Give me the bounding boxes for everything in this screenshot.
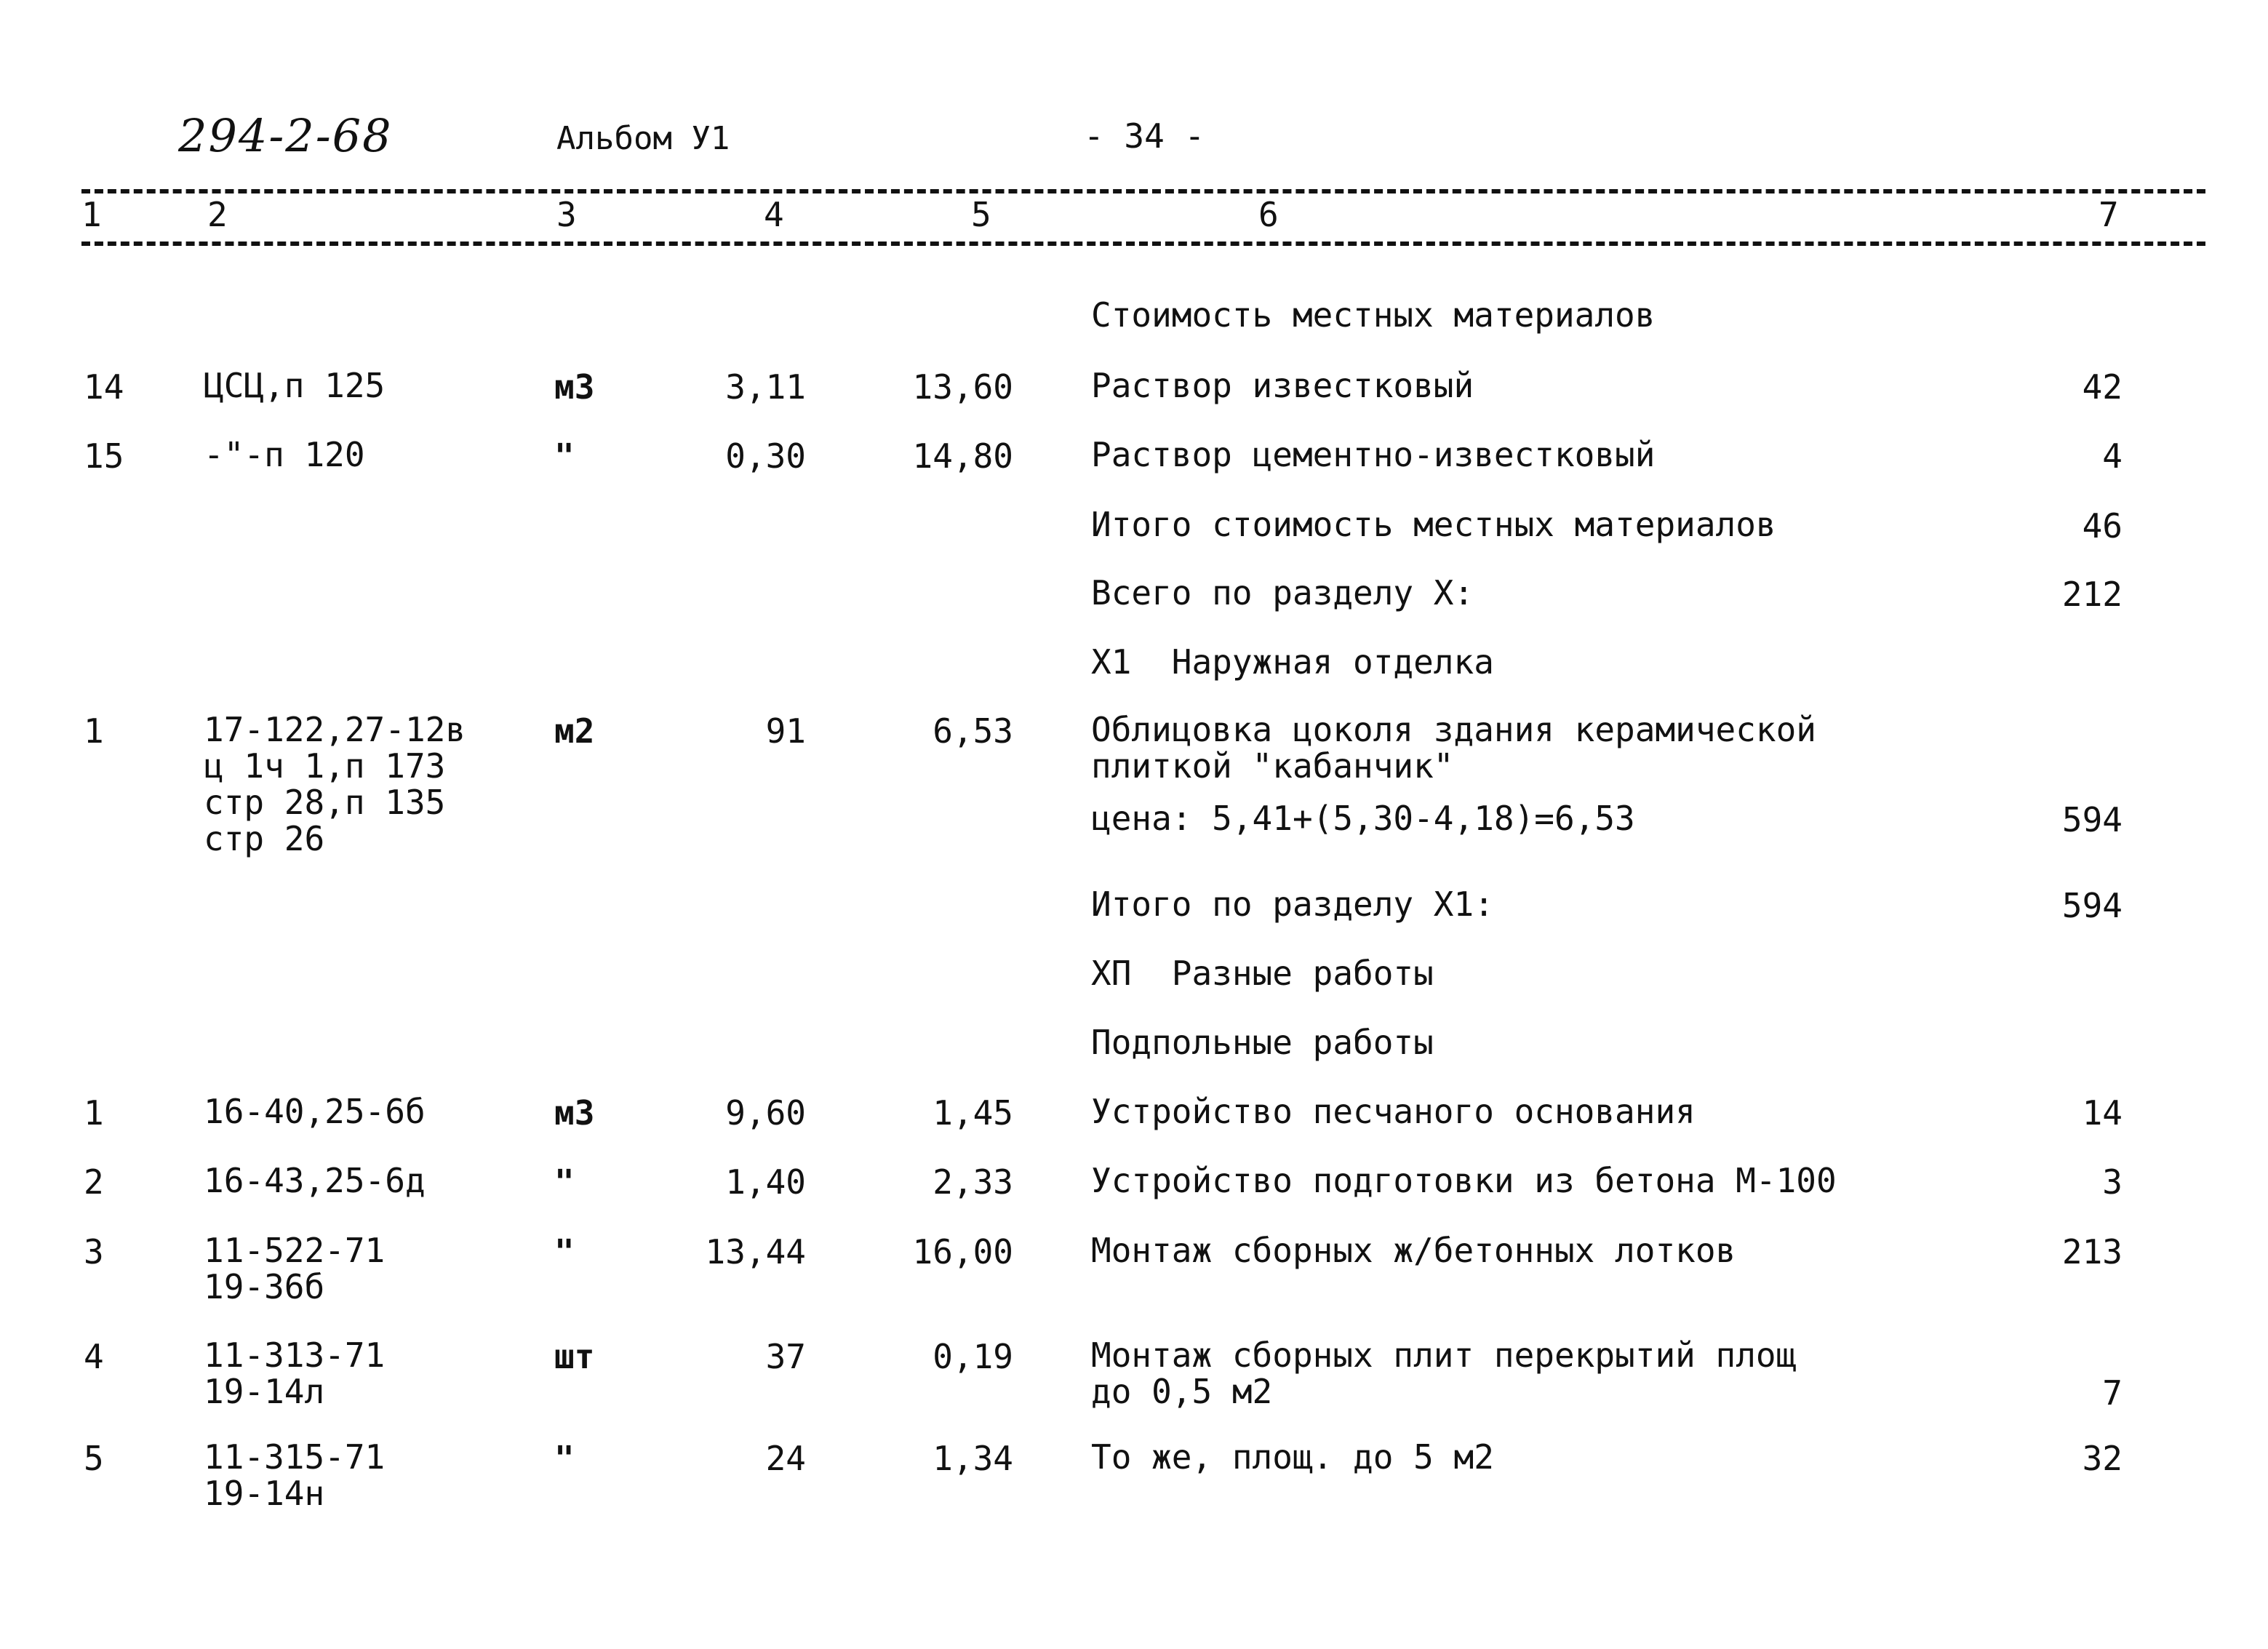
row-reference: 11-313-71 19-14л: [204, 1335, 386, 1411]
row-unit-price: 13,60: [912, 367, 1013, 407]
row-quantity: 13,44: [705, 1232, 806, 1271]
row-reference: 17-122,27-12в ц 1ч 1,п 173 стр 28,п 135 стр 26: [204, 710, 466, 858]
row-reference: -"-п 120: [204, 435, 365, 474]
document-code: 294-2-68: [178, 109, 393, 162]
row-unit-price: 16,00: [912, 1232, 1013, 1271]
row-quantity: 24: [765, 1439, 806, 1478]
row-unit-price: 0,19: [933, 1337, 1013, 1376]
row-total: 14: [2082, 1093, 2123, 1133]
row-unit-price: 6,53: [933, 711, 1013, 751]
row-number: 3: [84, 1232, 104, 1271]
row-unit: м2: [554, 711, 595, 751]
row-quantity: 1,40: [725, 1162, 806, 1202]
row-total: 594: [2061, 886, 2123, 925]
header-rule-top: [81, 189, 2205, 193]
row-total: 46: [2082, 506, 2123, 546]
row-description: Всего по разделу Х:: [1091, 573, 1474, 612]
row-unit: ": [554, 436, 575, 476]
row-number: 14: [84, 367, 124, 407]
row-unit: ": [554, 1232, 575, 1271]
column-number: 7: [2099, 195, 2119, 234]
row-number: 1: [84, 1093, 104, 1133]
row-unit-price: 1,45: [933, 1093, 1013, 1133]
row-description: То же, площ. до 5 м2: [1091, 1437, 1494, 1477]
row-total: 213: [2061, 1232, 2123, 1271]
row-description: Итого стоимость местных материалов: [1091, 505, 1776, 544]
row-quantity: 37: [765, 1337, 806, 1376]
row-description: Устройство подготовки из бетона М-100: [1091, 1161, 1837, 1200]
row-reference: 11-522-71 19-36б: [204, 1231, 386, 1306]
row-description: Облицовка цоколя здания керамической плиткой "кабанчик": [1091, 710, 1816, 786]
header-rule-bottom: [81, 241, 2205, 246]
row-unit: шт: [554, 1337, 595, 1376]
row-reference: 16-43,25-6д: [204, 1161, 426, 1200]
row-number: 1: [84, 711, 104, 751]
row-description: Монтаж сборных плит перекрытий площ до 0,5 м2: [1091, 1335, 1797, 1411]
row-number: 15: [84, 436, 124, 476]
row-unit: м3: [554, 1093, 595, 1133]
column-number: 4: [764, 195, 784, 234]
section-heading: ХП Разные работы: [1091, 954, 1434, 993]
row-reference: 11-315-71 19-14н: [204, 1437, 386, 1513]
row-total: 594: [2061, 800, 2123, 839]
row-total: 32: [2082, 1439, 2123, 1478]
column-number: 1: [81, 195, 102, 234]
section-heading: Х1 Наружная отделка: [1091, 642, 1494, 682]
row-quantity: 91: [765, 711, 806, 751]
row-description: Устройство песчаного основания: [1091, 1092, 1696, 1131]
row-total: 3: [2102, 1162, 2123, 1202]
row-unit: м3: [554, 367, 595, 407]
row-quantity: 3,11: [725, 367, 806, 407]
row-unit-price: 1,34: [933, 1439, 1013, 1478]
row-description: Раствор цементно-известковый: [1091, 435, 1656, 474]
row-unit: ": [554, 1439, 575, 1478]
page-number: - 34 -: [1084, 116, 1205, 156]
row-total: 7: [2102, 1373, 2123, 1413]
column-number: 3: [556, 195, 577, 234]
row-description: Раствор известковый: [1091, 366, 1474, 405]
row-quantity: 9,60: [725, 1093, 806, 1133]
row-unit-price: 2,33: [933, 1162, 1013, 1202]
row-reference: ЦСЦ,п 125: [204, 366, 386, 405]
row-unit: ": [554, 1162, 575, 1202]
row-unit-price: 14,80: [912, 436, 1013, 476]
row-number: 5: [84, 1439, 104, 1478]
row-total: 212: [2061, 575, 2123, 614]
row-reference: 16-40,25-6б: [204, 1092, 426, 1131]
row-total: 42: [2082, 367, 2123, 407]
album-label: Альбом У1: [556, 120, 730, 157]
row-description: Монтаж сборных ж/бетонных лотков: [1091, 1231, 1736, 1270]
row-quantity: 0,30: [725, 436, 806, 476]
row-description: Итого по разделу Х1:: [1091, 885, 1494, 924]
subsection-heading: Подпольные работы: [1091, 1023, 1434, 1062]
column-number: 5: [971, 195, 991, 234]
column-number: 6: [1258, 195, 1279, 234]
price-formula: цена: 5,41+(5,30-4,18)=6,53: [1091, 799, 1635, 838]
row-number: 4: [84, 1337, 104, 1376]
row-description: Стоимость местных материалов: [1091, 295, 1656, 335]
row-total: 4: [2102, 436, 2123, 476]
column-number: 2: [207, 195, 228, 234]
row-number: 2: [84, 1162, 104, 1202]
